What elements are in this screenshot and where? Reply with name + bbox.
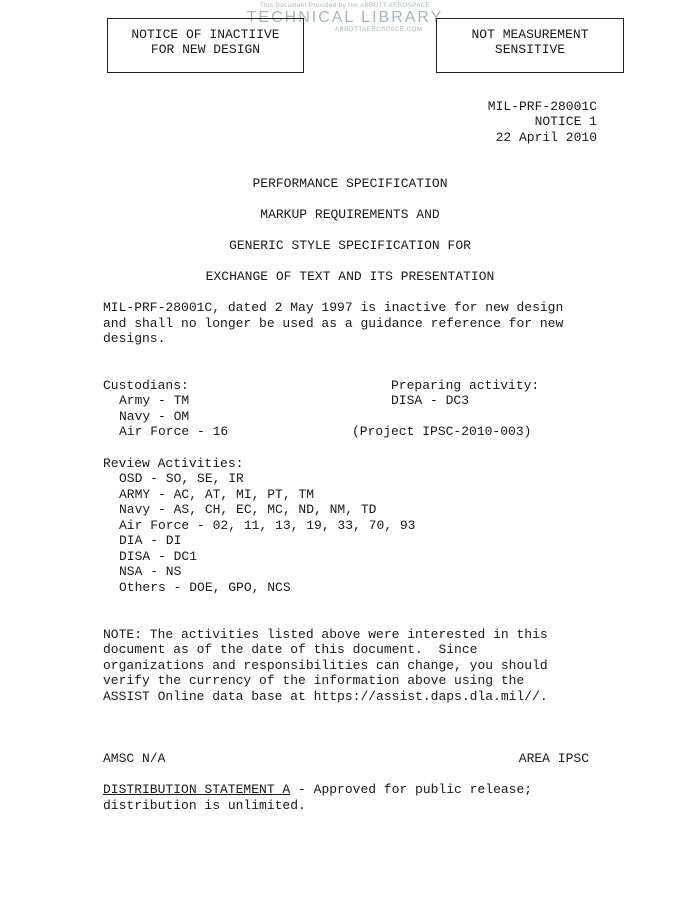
doc-notice: NOTICE 1 (534, 114, 597, 129)
watermark-top-text: This Document Provided by the ABBOTT AEROSPACE (259, 3, 431, 9)
custodians-heading: Custodians: (103, 378, 189, 393)
watermark-title: TECHNICAL LIBRARY (246, 9, 444, 26)
preparing-project: (Project IPSC-2010-003) (352, 424, 532, 439)
distribution-line2: distribution is unlimited. (103, 798, 306, 813)
measurement-line1: NOT MEASUREMENT (471, 27, 589, 42)
doc-date: 22 April 2010 (495, 130, 597, 145)
note-line: organizations and responsibilities can change, you should (103, 658, 548, 673)
review-item: DISA - DC1 (119, 549, 198, 564)
review-item: Navy - AS, CH, EC, MC, ND, NM, TD (119, 502, 377, 517)
custodian-item: Army - TM (119, 393, 190, 408)
custodian-item: Air Force - 16 (119, 424, 229, 439)
note-line: ASSIST Online data base at https://assist.daps.dla.mil//. (103, 689, 548, 704)
note-line: NOTE: The activities listed above were interested in this (103, 627, 548, 642)
amsc-label: AMSC N/A (103, 751, 166, 766)
measurement-line2: SENSITIVE (494, 42, 566, 57)
review-item: DIA - DI (119, 533, 182, 548)
distribution-text: - Approved for public release; (290, 782, 533, 797)
doc-number: MIL-PRF-28001C (487, 99, 597, 114)
review-item: ARMY - AC, AT, MI, PT, TM (119, 487, 315, 502)
note-line: verify the currency of the information above using the (103, 673, 525, 688)
intro-line: MIL-PRF-28001C, dated 2 May 1997 is inactive for new design (103, 300, 564, 315)
title-line: GENERIC STYLE SPECIFICATION FOR (229, 238, 471, 253)
inactive-notice-line1: NOTICE OF INACTIIVE (131, 27, 280, 42)
measurement-box (436, 18, 624, 73)
area-label: AREA IPSC (518, 751, 589, 766)
review-item: Air Force - 02, 11, 13, 19, 33, 70, 93 (119, 518, 416, 533)
title-line: EXCHANGE OF TEXT AND ITS PRESENTATION (205, 269, 495, 284)
review-item: OSD - SO, SE, IR (119, 471, 244, 486)
review-heading: Review Activities: (103, 456, 244, 471)
inactive-notice-box (107, 18, 304, 73)
title-line: PERFORMANCE SPECIFICATION (252, 176, 448, 191)
preparing-heading: Preparing activity: (391, 378, 540, 393)
distribution-label: DISTRIBUTION STATEMENT A (103, 782, 291, 797)
review-item: Others - DOE, GPO, NCS (119, 580, 291, 595)
title-line: MARKUP REQUIREMENTS AND (260, 207, 440, 222)
review-item: NSA - NS (119, 564, 182, 579)
note-line: document as of the date of this document. Since (103, 642, 478, 657)
intro-line: and shall no longer be used as a guidance reference for new (103, 316, 564, 331)
intro-line: designs. (103, 331, 166, 346)
custodian-item: Navy - OM (119, 409, 190, 424)
inactive-notice-line2: FOR NEW DESIGN (150, 42, 261, 57)
distribution-statement (103, 782, 532, 798)
preparing-agency: DISA - DC3 (391, 393, 470, 408)
watermark-site: ABBOTTAEROSPACE.COM (335, 27, 423, 33)
